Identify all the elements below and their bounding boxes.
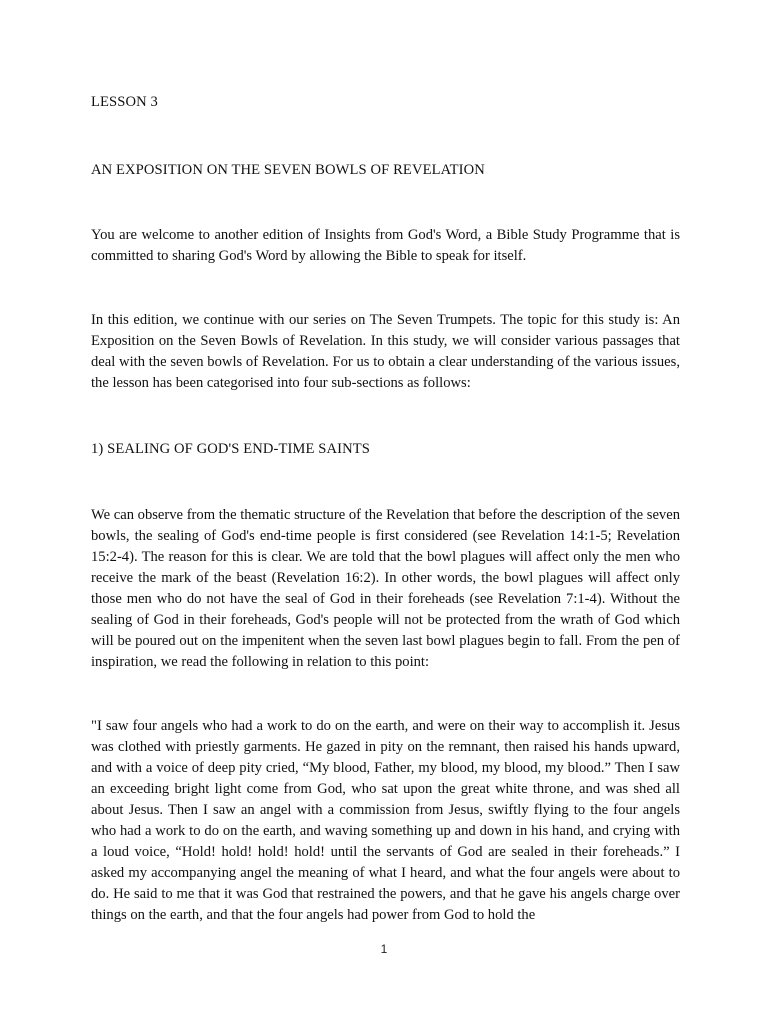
- spacer: [91, 394, 680, 439]
- section-heading: 1) SEALING OF GOD'S END-TIME SAINTS: [91, 441, 370, 457]
- spacer: [91, 113, 680, 160]
- section-paragraph: We can observe from the thematic structure of the Revelation that before the description of the seven bowls, the sealing of God's end-time people is first considered (see Revelation 14:1-5; Revelation 15:2-4). The reason for this is clear. We are told that the bowl plagues will affect only the men who receive the mark of the beast (Revelation 16:2). In other words, the bowl plagues will affect only those men who do not have the seal of God in their foreheads (see Revelation 7:1-4). Without the sealing of God in their foreheads, God's people will not be protected from the wrath of God which will be poured out on the impenitent when the seven last bowl plagues begin to fall. From the pen of inspiration, we read the following in relation to this point:: [91, 507, 680, 670]
- intro-paragraph: You are welcome to another edition of Insights from God's Word, a Bible Study Programme that is committed to sharing God's Word by allowing the Bible to speak for itself.: [91, 227, 680, 264]
- quote-paragraph: "I saw four angels who had a work to do on the earth, and were on their way to accomplish it. Jesus was clothed with priestly garments. He gazed in pity on the remnant, then raised his hands upward, and with a voice of deep pity cried, “My blood, Father, my blood, my blood, my blood.” Then I saw an exceeding bright light come from God, who sat upon the great white throne, and was shed all about Jesus. Then I saw an angel with a commission from Jesus, swiftly flying to the four angels who had a work to do on the earth, and waving something up and down in his hand, and crying with a loud voice, “Hold! hold! hold! hold! until the servants of God are sealed in their foreheads.” I asked my accompanying angel the meaning of what I heard, and what the four angels were about to do. He said to me that it was God that restrained the powers, and that he gave his angels charge over things on the earth, and that the four angels had power from God to hold the: [91, 718, 680, 923]
- edition-paragraph: In this edition, we continue with our series on The Seven Trumpets. The topic for this study is: An Exposition on the Seven Bowls of Revelation. In this study, we will consider various passages that deal with the seven bowls of Revelation. For us to obtain a clear understanding of the various issues, the lesson has been categorised into four sub-sections as follows:: [91, 312, 680, 391]
- spacer: [91, 460, 680, 505]
- lesson-label: LESSON 3: [91, 94, 158, 110]
- spacer: [91, 673, 680, 716]
- page-number: 1: [380, 942, 388, 956]
- spacer: [91, 181, 680, 225]
- document-title: AN EXPOSITION ON THE SEVEN BOWLS OF REVELATION: [91, 162, 485, 178]
- document-body: [91, 92, 680, 926]
- spacer: [91, 267, 680, 310]
